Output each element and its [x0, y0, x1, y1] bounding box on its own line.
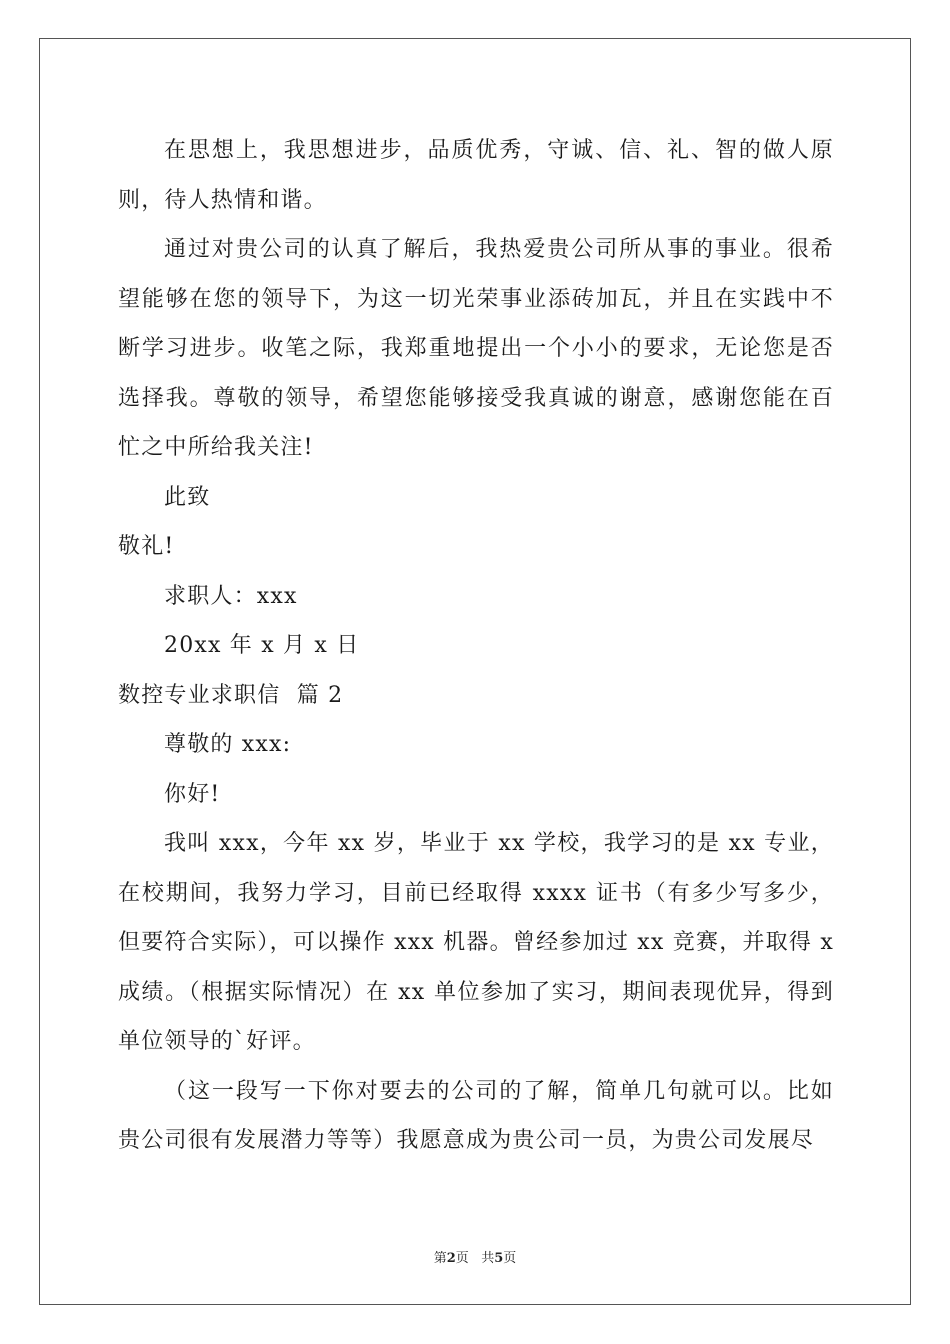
closing-regards: 敬礼! [118, 534, 175, 559]
paragraph-company-intent: （这一段写一下你对要去的公司的了解，简单几句就可以。比如贵公司很有发展潜力等等）我愿意成为贵公司一员，为贵公司发展尽 [118, 1078, 834, 1153]
greeting-recipient: 尊敬的 xxx: [164, 732, 292, 757]
footer-page-prefix: 第 [433, 1251, 447, 1266]
paragraph-thought: 在思想上，我思想进步，品质优秀，守诚、信、礼、智的做人原则，待人热情和谐。 [118, 138, 834, 213]
paragraph-introduction: 我叫 xxx，今年 xx 岁，毕业于 xx 学校，我学习的是 xx 专业，在校期间，我努力学习，目前已经取得 xxxx 证书（有多少写多少，但要符合实际），可以操作 xxx 机器。曾经参加过 xx 竞赛，并取得 x 成绩。（根据实际情况）在 xx 单位参加了实习，期间表现优异，得到单位领导的`好评。 [118, 831, 834, 1054]
footer-current-page: 2 [446, 1251, 456, 1266]
footer-total-pages: 5 [494, 1251, 504, 1266]
footer-page-suffix: 页 [455, 1251, 469, 1266]
closing-salutation: 此致 [164, 484, 211, 510]
letter-date: 20xx 年 x 月 x 日 [164, 633, 360, 658]
section-heading: 数控专业求职信 篇 2 [118, 682, 344, 708]
greeting-hello: 你好! [164, 781, 221, 807]
document-body [118, 126, 834, 1166]
paragraph-company: 通过对贵公司的认真了解后，我热爱贵公司所从事的事业。很希望能够在您的领导下，为这一切光荣事业添砖加瓦，并且在实践中不断学习进步。收笔之际，我郑重地提出一个小小的要求，无论您是否选择我。尊敬的领导，希望您能够接受我真诚的谢意，感谢您能在百忙之中所给我关注! [118, 237, 834, 460]
footer-total-prefix: 共 [481, 1251, 495, 1266]
page-footer [0, 1247, 950, 1266]
applicant-signature: 求职人：xxx [164, 583, 298, 609]
footer-total-suffix: 页 [503, 1251, 517, 1266]
